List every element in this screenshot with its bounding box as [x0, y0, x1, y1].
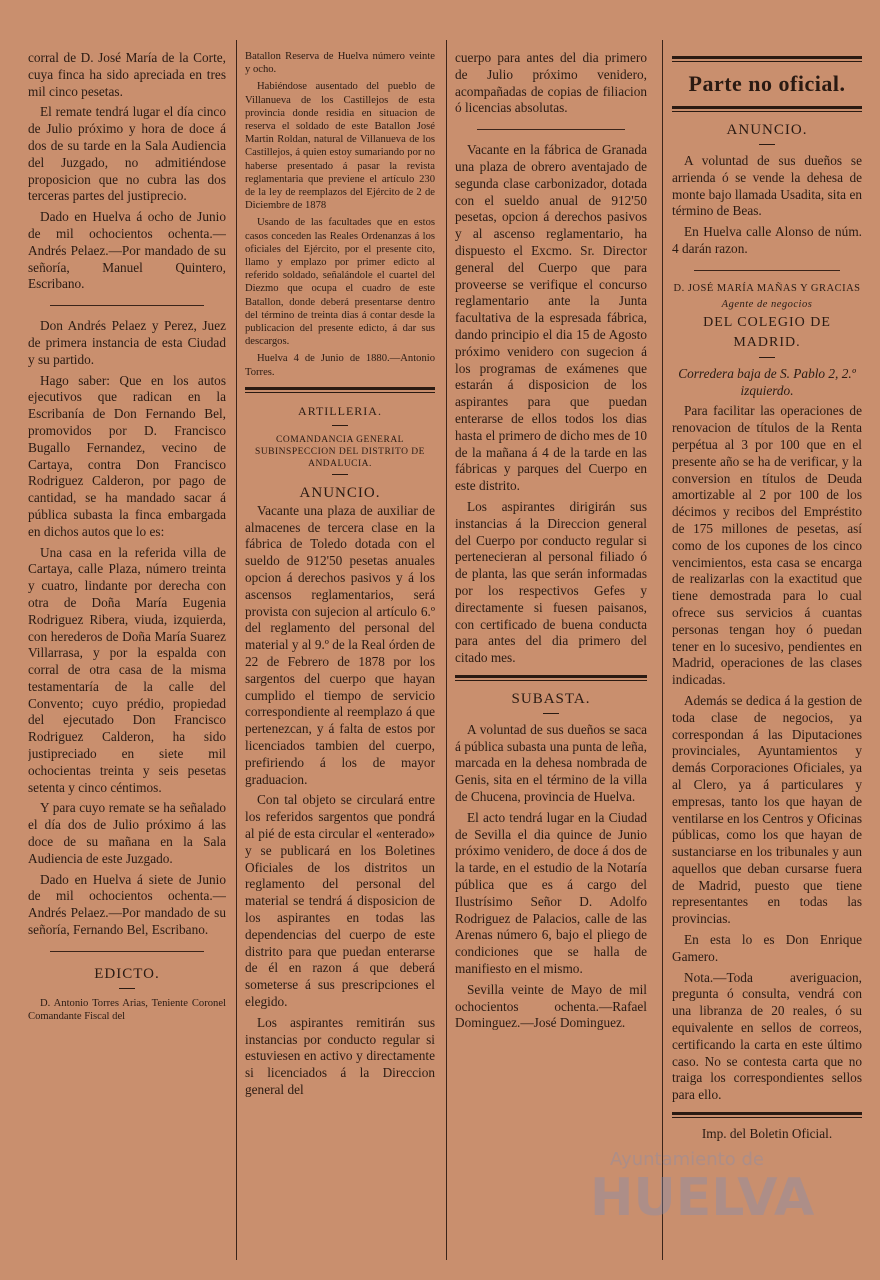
divider — [119, 988, 135, 989]
paragraph: Dado en Huelva á siete de Junio de mil ochocientos ochenta.—Andrés Pelaez.—Por mandado de su señoría, Fernando Bel, Escribano. — [28, 871, 226, 938]
agent-name: D. JOSÉ MARÍA MAÑAS Y GRACIAS — [673, 282, 861, 294]
divider — [332, 425, 348, 426]
divider — [759, 357, 775, 358]
section-subheading: COMANDANCIA GENERAL SUBINSPECCION DEL DISTRITO DE ANDALUCIA. — [255, 434, 425, 469]
section-heading-subasta: SUBASTA. — [511, 690, 591, 707]
paragraph: Batallon Reserva de Huelva número veinte y ocho. — [245, 51, 435, 76]
divider — [245, 387, 435, 393]
agent-college: DEL COLEGIO DE MADRID. — [703, 314, 831, 350]
divider — [694, 270, 840, 271]
column-rule — [446, 40, 447, 1260]
paragraph: A voluntad de sus dueños se arrienda ó se vende la dehesa de monte bajo llamada Usadita, sita en término de Beas. — [672, 153, 862, 219]
section-heading-artilleria: ARTILLERIA. — [298, 403, 382, 418]
watermark-line: HUELVA — [590, 1168, 815, 1228]
column-3 — [455, 50, 647, 1260]
section-heading-anuncio: ANUNCIO. — [299, 484, 381, 501]
paragraph: Además se dedica á la gestion de toda clase de negocios, ya correspondan á las Diputaciones provinciales, Ayuntamientos y demás Corporaciones Oficiales, ya al Clero, ya á particulares y empresas, tanto los que hayan de ventilarse en los Centros y Oficinas públicas, como los que hayan de sustanciarse en los tribunales y aun aquellos que deban cursarse fuera de Madrid, puesto que tiene representantes en todas las provincias. — [672, 692, 862, 927]
divider — [672, 1112, 862, 1118]
paragraph: Los aspirantes remitirán sus instancias por conducto regular si estuviesen en activo y directamente si licenciados á la Direccion general del — [245, 1014, 435, 1097]
paragraph: Huelva 4 de Junio de 1880.—Antonio Torres. — [245, 353, 435, 378]
paragraph: Los aspirantes dirigirán sus instancias á la Direccion general del Cuerpo por conducto regular si pertenecieran al personal filiado ó de planta, las que serán informadas por los respectivos Gefes y directamente si fuesen paisanos, con certificado de buena conducta para antes del dia primero del citado mes. — [455, 498, 647, 666]
section-heading-edicto: EDICTO. — [94, 965, 160, 982]
divider — [543, 713, 559, 714]
paragraph: El remate tendrá lugar el día cinco de Julio próximo y hora de doce á dos de su tarde en la Sala Audiencia del Juzgado, no admitiéndose proposicion que no cubra las dos terceras partes del justiprecio. — [28, 104, 226, 204]
paragraph: Don Andrés Pelaez y Perez, Juez de primera instancia de esta Ciudad y su partido. — [28, 318, 226, 367]
paragraph: Una casa en la referida villa de Cartaya, calle Plaza, número treinta y cuatro, lindante por derecha con otra de Doña María Eugenia Rodriguez Ribera, viuda, izquierda, con herederos de Doña María Suarez Villarrasa, y por la espalda con corral de otra casa de la misma testamentaría de la calle del Convento; cuyo prédio, propiedad del ejecutado Don Francisco Rodriguez Calderon, ha sido justipreciado en siete mil ochocientas treinta y seis pesetas setenta y cinco céntimos. — [28, 544, 226, 795]
column-rule — [236, 40, 237, 1260]
divider — [332, 474, 348, 475]
paragraph: En Huelva calle Alonso de núm. 4 darán razon. — [672, 224, 862, 256]
paragraph: A voluntad de sus dueños se saca á pública subasta una punta de leña, marcada en la dehesa nombrada de Genis, sita en el término de la villa de Chucena, provincia de Huelva. — [455, 721, 647, 805]
paragraph: cuerpo para antes del dia primero de Julio próximo venidero, acompañadas de copias de filiacion ó licencias absolutas. — [455, 50, 647, 116]
section-heading-parte-no-oficial: Parte no oficial. — [688, 71, 846, 96]
paragraph: Vacante en la fábrica de Granada una plaza de obrero aventajado de segunda clase carbonizador, dotada con el sueldo anual de 912'50 pesetas, opcion á derechos pasivos y al ascenso reglamentario, ha dispuesto el Excmo. Sr. Director general del Cuerpo que para proveerse se verifique el concurso reglamentario ante la Junta facultativa de la espresada fábrica, dando principio el dia 15 de Agosto próximo venidero con sugecion á los programas de exámenes que estarán á disposicion de los aspirantes para que puedan enterarse de ellos todos los dias hasta el primero de dicho mes de 10 de la mañana á 4 de la tarde en las fábricas y parques del Cuerpo en este distrito. — [455, 142, 647, 494]
column-4 — [672, 50, 862, 1260]
column-1 — [28, 50, 226, 1260]
watermark-line: Ayuntamiento de — [610, 1149, 764, 1170]
paragraph: En esta lo es Don Enrique Gamero. — [672, 932, 862, 964]
paragraph: Vacante una plaza de auxiliar de almacenes de tercera clase en la fábrica de Toledo dotada con el sueldo de 912'50 pesetas anuales opcion á derechos pasivos y á los ascensos reglamentarios, será provista con sujecion al artículo 6.º del reglamento del personal del material y al 9.º de la Real órden de 22 de Febrero de 1878 por los sargentos del cuerpo que hayan cumplido el tiempo de servicio correspondiente al reemplazo á que pertenezcan, y á falta de estos por licenciados tambien del cuerpo, prefiriendo á los de mayor graduacion. — [245, 502, 435, 787]
paragraph: El acto tendrá lugar en la Ciudad de Sevilla el dia quince de Junio próximo venidero, de doce á dos de la tarde, en el estudio de la Notaría pública que es á cargo del Ilustrísimo Señor D. Adolfo Rodriguez de Palacios, calle de las Arenas número 6, bajo el pliego de condiciones que se halla de manifiesto en el mismo. — [455, 809, 647, 977]
printer-imprint: Imp. del Boletin Oficial. — [701, 1126, 833, 1142]
paragraph: corral de D. José María de la Corte, cuya finca ha sido apreciada en tres mil cinco pesetas. — [28, 50, 226, 99]
paragraph: Nota.—Toda averiguacion, pregunta ó consulta, vendrá con una libranza de 20 reales, ó su equivalente en sellos de correos, certificando la carta en este último caso. No se contesta carta que no traiga los correspondientes sellos para ello. — [672, 969, 862, 1103]
divider — [672, 106, 862, 112]
paragraph: Y para cuyo remate se ha señalado el día dos de Julio próximo á las doce de su mañana en la Sala Audiencia de este Juzgado. — [28, 800, 226, 866]
agent-role: Agente de negocios — [721, 298, 813, 310]
paragraph: D. Antonio Torres Arias, Teniente Coronel Comandante Fiscal del — [28, 997, 226, 1023]
column-2 — [245, 50, 435, 1260]
paragraph: Sevilla veinte de Mayo de mil ochocientos ochenta.—Rafael Dominguez.—José Dominguez. — [455, 981, 647, 1031]
paragraph: Con tal objeto se circulará entre los referidos sargentos que pondrá al pié de esta circular el «enterado» y se publicará en los Boletines Oficiales de los distritos un reglamento del personal del material se tendrá á disposicion de los aspirantes en todas las dependencias del cuerpo de este distrito para que puedan enterarse de él en razon á que deberá someterse á sus prescripciones el elegido. — [245, 792, 435, 1009]
divider — [759, 144, 775, 145]
divider — [50, 951, 204, 952]
divider — [477, 129, 625, 130]
divider — [672, 56, 862, 62]
paragraph: Habiéndose ausentado del pueblo de Villanueva de los Castillejos de esta provincia donde residia en situacion de reserva el soldado de este Batallon José Martin Roldan, natural de Villanueva de los Castillejos, á quien estoy sumariando por no haberse presentado á pasar la revista reglamentaria que previene el artículo 230 de la ley de reemplazos del Ejército de 2 de Diciembre de 1878 — [245, 81, 435, 212]
agent-address: Corredera baja de S. Pablo 2, 2.º izquierdo. — [678, 365, 856, 398]
paragraph: Para facilitar las operaciones de renovacion de títulos de la Renta perpétua al 3 por 100 que en el presente año se ha de verificar, y la conversion en títulos de Deuda amortizable al 2 por 100 de los décimos y recibos del Empréstito de 175 millones de pesetas, así como de los cupones de los cinco vencimientos, esta casa se encarga de realizarlas con la exactitud que tiene demostrada para lo cual ofrece sus servicios á cuantas personas tengan hoy ó puedan tener en lo sucesivo, pendientes en Madrid, operaciones de las clases indicadas. — [672, 403, 862, 688]
divider — [455, 675, 647, 681]
paragraph: Usando de las facultades que en estos casos conceden las Reales Ordenanzas á los oficiales del Ejército, por el presente cito, llamo y emplazo por primer edicto al referido soldado, señalándole el cuartel del Diezmo que ocupa el cuadro de este Batallon, donde deberá presentarse dentro del término de treinta dias á contar desde la publicacion del presente edicto, á dar sus descargos. — [245, 217, 435, 348]
divider — [50, 305, 204, 306]
paragraph: Hago saber: Que en los autos ejecutivos que radican en la Escribanía de Don Fernando Bel, promovidos por D. Francisco Bugallo Fernandez, vecino de Cartaya, contra Don Francisco Rodriguez Calderon, por pago de cantidad, se ha mandado sacar á pública subasta la finca embargada en dichos autos que lo es: — [28, 372, 226, 539]
section-heading-anuncio: ANUNCIO. — [726, 122, 808, 138]
column-rule — [662, 40, 663, 1260]
paragraph: Dado en Huelva á ocho de Junio de mil ochocientos ochenta.—Andrés Pelaez.—Por mandado de su señoría, Manuel Quintero, Escribano. — [28, 209, 226, 292]
